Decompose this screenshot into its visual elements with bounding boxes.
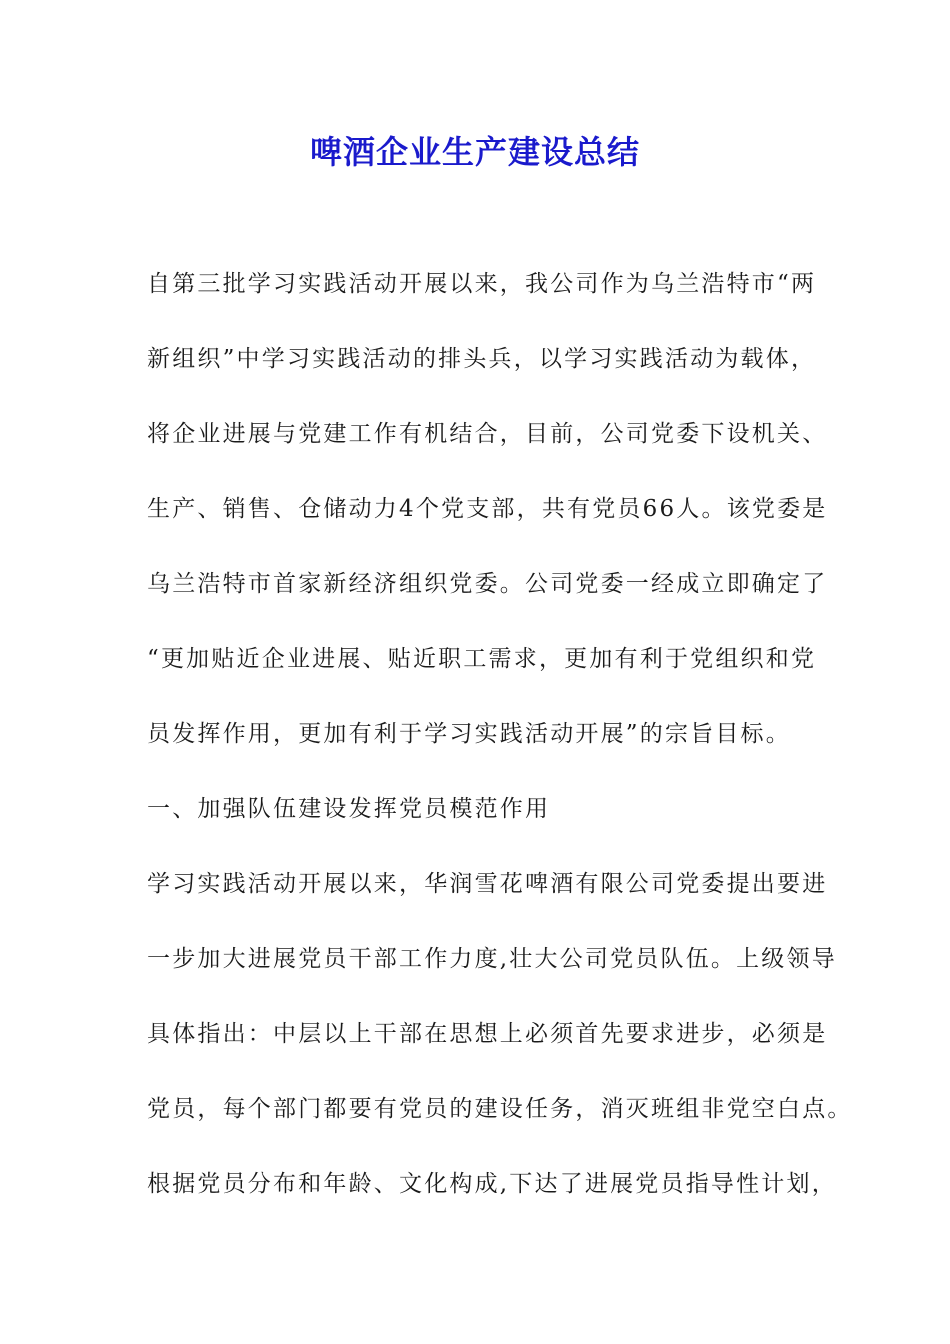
section-heading: 一、加强队伍建设发挥党员模范作用 — [147, 796, 551, 822]
paragraph-line: 自第三批学习实践活动开展以来，我公司作为乌兰浩特市“两 — [147, 271, 817, 297]
paragraph-line: 生产、销售、仓储动力4个党支部，共有党员66人。该党委是 — [147, 496, 828, 522]
paragraph-line: 乌兰浩特市首家新经济组织党委。公司党委一经成立即确定了 — [147, 571, 828, 597]
paragraph-line: 具体指出：中层以上干部在思想上必须首先要求进步，必须是 — [147, 1021, 828, 1047]
paragraph-line: 学习实践活动开展以来，华润雪花啤酒有限公司党委提出要进 — [147, 871, 828, 897]
paragraph-line: 根据党员分布和年龄、文化构成,下达了进展党员指导性计划， — [147, 1171, 837, 1197]
paragraph-line: 一步加大进展党员干部工作力度,壮大公司党员队伍。上级领导 — [147, 946, 837, 972]
paragraph-line: 员发挥作用，更加有利于学习实践活动开展”的宗旨目标。 — [147, 721, 791, 747]
document-title: 啤酒企业生产建设总结 — [309, 133, 640, 171]
paragraph-line: 将企业进展与党建工作有机结合，目前，公司党委下设机关、 — [147, 421, 828, 447]
paragraph-line: 党员，每个部门都要有党员的建设任务，消灭班组非党空白点。 — [147, 1096, 853, 1122]
paragraph-line: “更加贴近企业进展、贴近职工需求，更加有利于党组织和党 — [147, 646, 817, 672]
paragraph-line: 新组织”中学习实践活动的排头兵，以学习实践活动为载体， — [147, 346, 817, 372]
